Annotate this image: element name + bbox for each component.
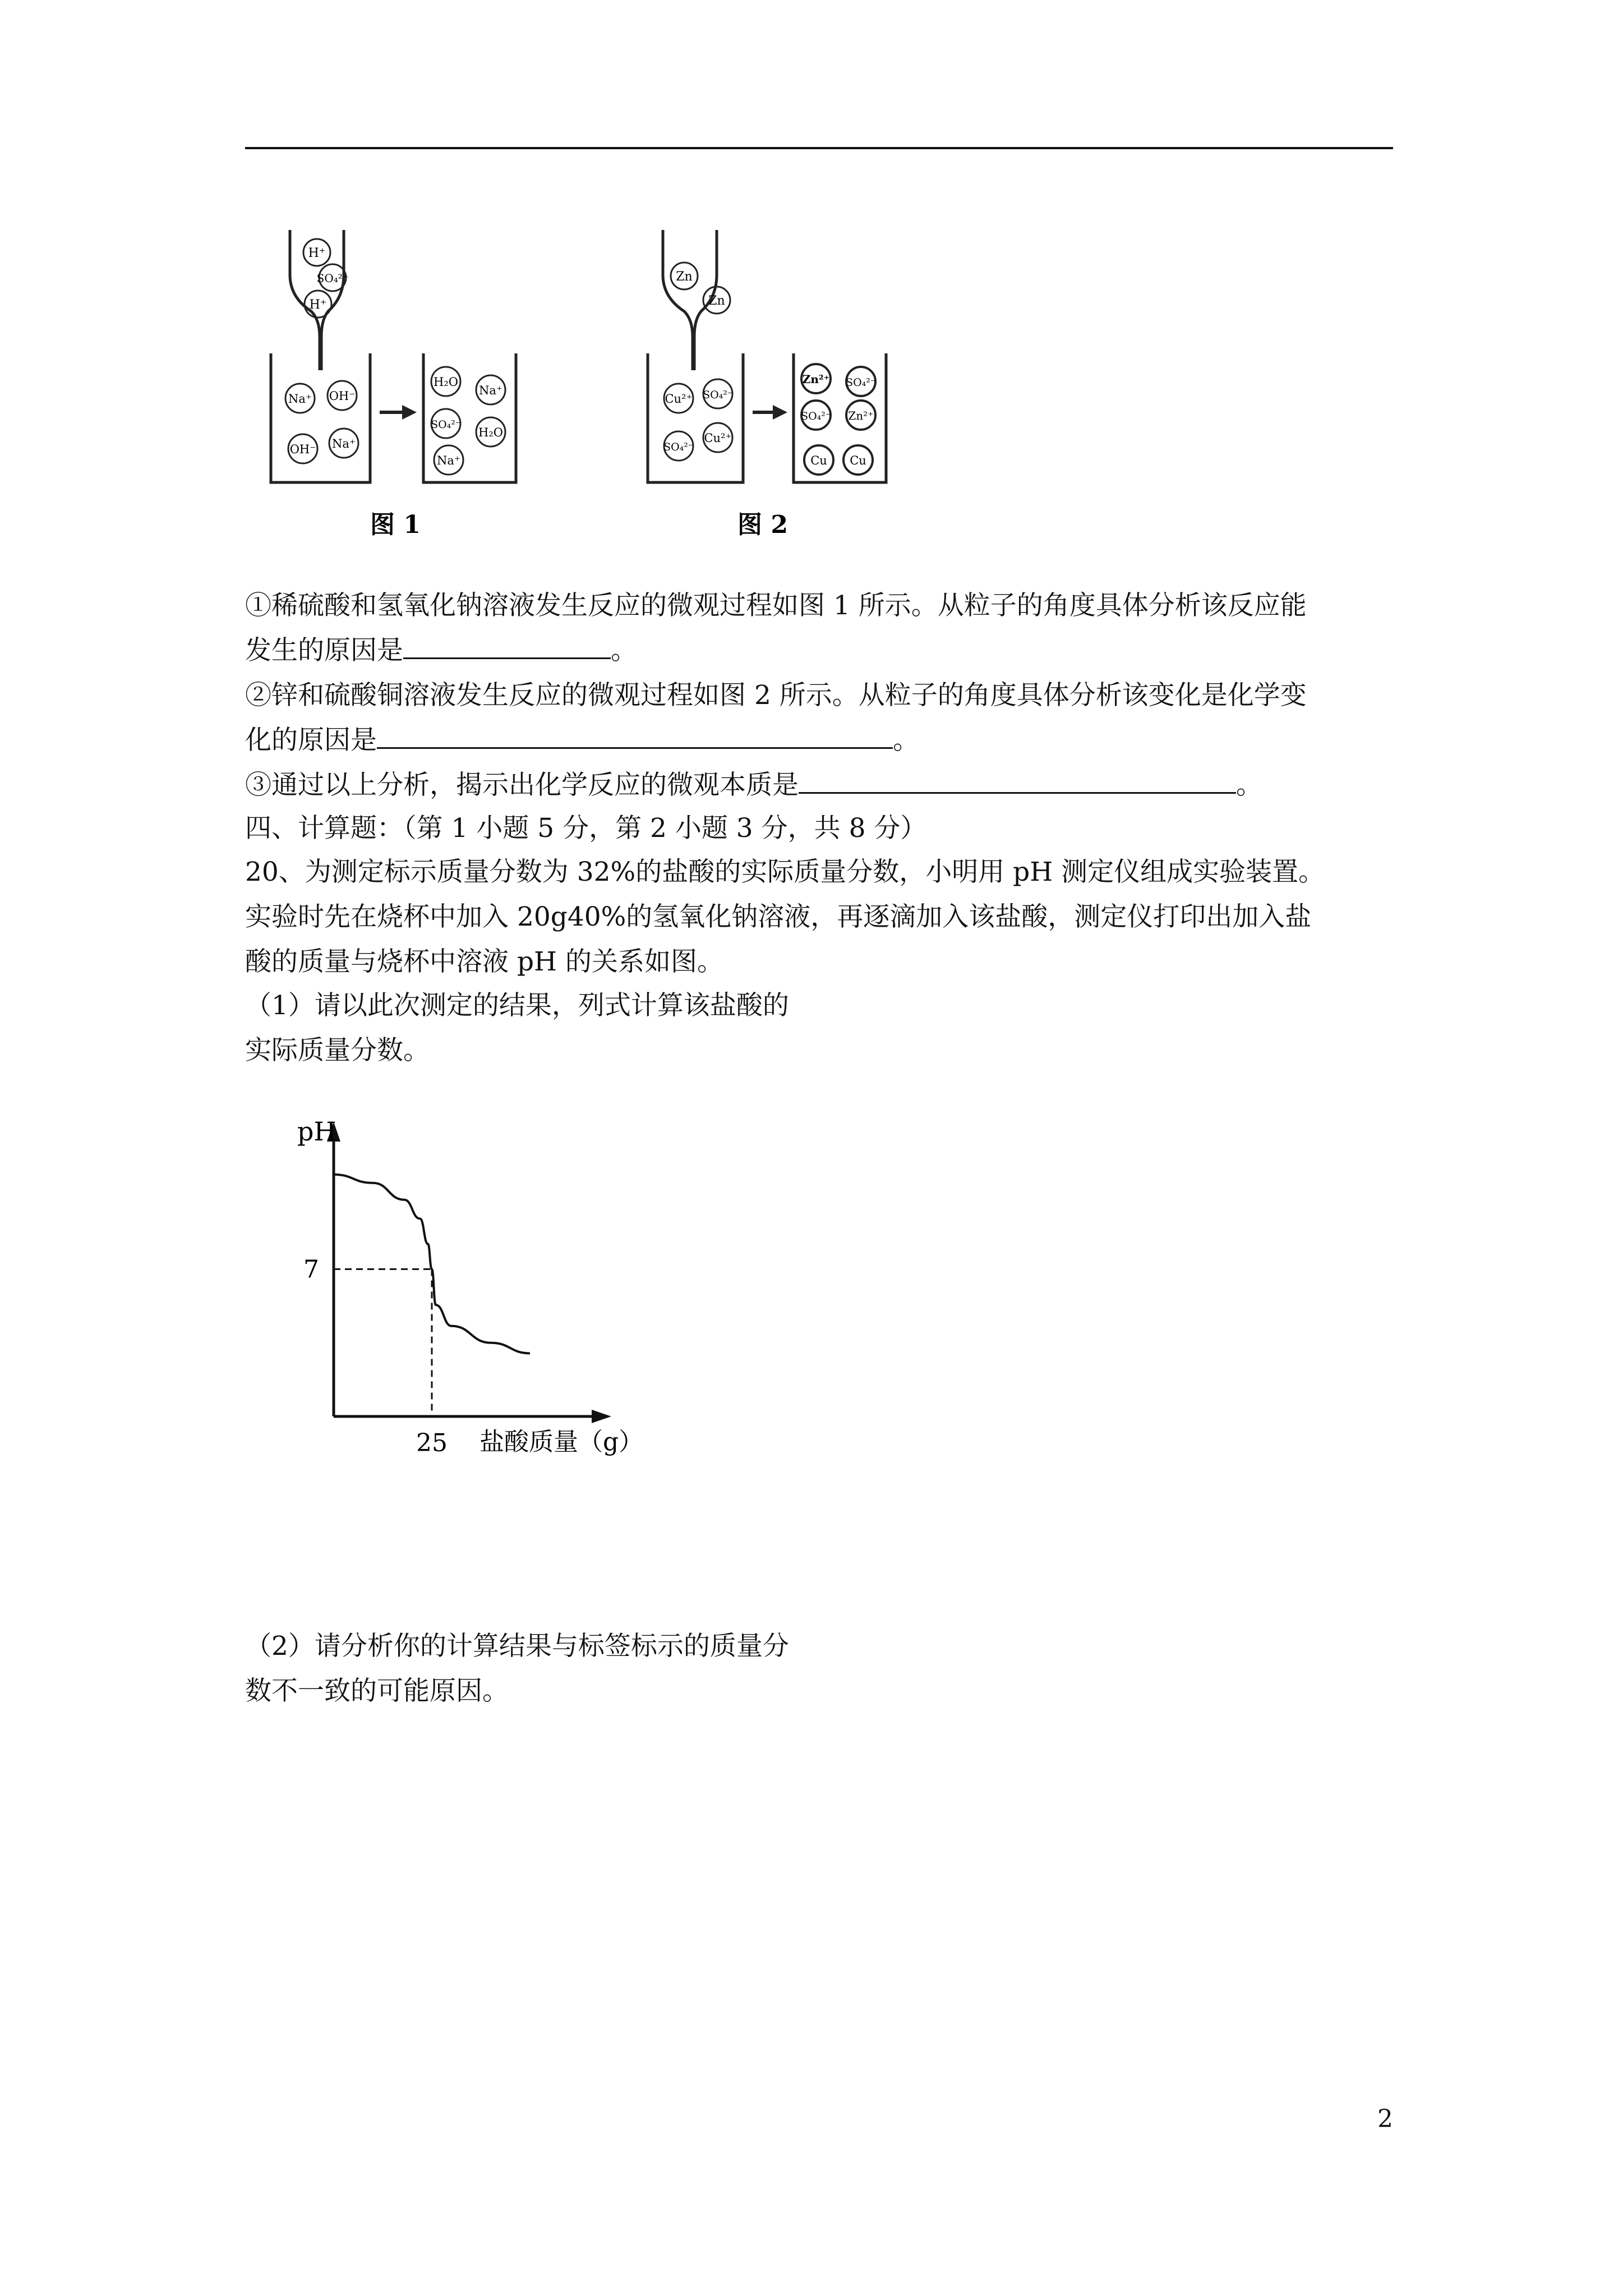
sub-question-2-line-1: （2）请分析你的计算结果与标签标示的质量分	[245, 1631, 789, 1662]
question-1-prompt: 发生的原因是	[245, 635, 403, 666]
problem-20-line-3: 酸的质量与烧杯中溶液 pH 的关系如图。	[245, 946, 723, 977]
atom-label: Cu	[850, 454, 866, 467]
ion-label: SO₄²⁻	[703, 389, 733, 401]
figure-2-zinc-copper-sulfate	[623, 213, 937, 555]
y-axis-label: pH	[297, 1116, 336, 1147]
ion-label: Na⁺	[479, 384, 502, 397]
sub-question-1-line-1: （1）请以此次测定的结果，列式计算该盐酸的	[245, 990, 789, 1021]
ion-label: SO₄²⁻	[316, 272, 349, 285]
ph-titration-chart	[269, 1114, 673, 1484]
chart-axes	[327, 1122, 611, 1423]
question-2-line-1	[245, 673, 1400, 718]
ion-label: SO₄²⁻	[846, 376, 876, 389]
reaction-arrow	[380, 405, 417, 420]
header-rule	[245, 147, 1393, 149]
x-tick-label-25: 25	[416, 1429, 448, 1457]
question-1-text: ①稀硫酸和氢氧化钠溶液发生反应的微观过程如图 1 所示。从粒子的角度具体分析该反应能	[245, 590, 1307, 621]
sub-question-2-line-2: 数不一致的可能原因。	[245, 1676, 509, 1706]
ion-label: Zn²⁺	[848, 409, 874, 422]
page-number: 2	[1377, 2105, 1393, 2133]
question-1-line-1	[245, 583, 1400, 628]
atom-label: Zn	[676, 270, 693, 284]
ion-label: OH⁻	[329, 389, 356, 403]
section-4-heading: 四、计算题：（第 1 小题 5 分，第 2 小题 3 分，共 8 分）	[245, 813, 927, 844]
answer-blank-2[interactable]	[377, 719, 893, 749]
answer-blank-1[interactable]	[403, 629, 611, 659]
figure-1-neutralization	[255, 213, 569, 555]
problem-20-line-1: 20、为测定标示质量分数为 32%的盐酸的实际质量分数，小明用 pH 测定仪组成实验装置。	[245, 857, 1325, 887]
y-tick-label-7: 7	[303, 1255, 319, 1284]
ion-label: SO₄²⁻	[663, 441, 694, 453]
sub-question-1-line-2: 实际质量分数。	[245, 1035, 430, 1066]
question-3-end: 。	[1236, 770, 1262, 800]
problem-20-line-2: 实验时先在烧杯中加入 20g40%的氢氧化钠溶液，再逐滴加入该盐酸，测定仪打印出加入盐	[245, 901, 1312, 932]
ion-label: Na⁺	[437, 454, 460, 467]
ion-label: SO₄²⁻	[801, 410, 831, 422]
x-axis-arrow	[592, 1410, 611, 1423]
figure-2-caption: 图 2	[737, 510, 788, 539]
answer-blank-3[interactable]	[799, 764, 1236, 794]
ion-label: SO₄²⁻	[431, 418, 461, 431]
atom-label: Zn	[708, 294, 725, 308]
question-3-line	[245, 763, 1400, 808]
ion-label: Cu²⁺	[704, 431, 732, 445]
question-2-line-2	[245, 718, 1400, 763]
question-2-end: 。	[893, 725, 919, 756]
ion-label: H⁺	[309, 298, 327, 312]
x-axis-label: 盐酸质量（g）	[479, 1428, 644, 1456]
question-2-prompt: 化的原因是	[245, 725, 377, 756]
ion-label: Cu²⁺	[665, 392, 693, 406]
ion-label: H⁺	[308, 246, 326, 260]
question-2-text: ②锌和硫酸铜溶液发生反应的微观过程如图 2 所示。从粒子的角度具体分析该变化是化学变	[245, 680, 1307, 711]
figure-1-caption: 图 1	[370, 510, 421, 539]
ion-label: H₂O	[478, 426, 503, 439]
ion-label: Zn²⁺	[802, 372, 830, 386]
question-1-line-2	[245, 628, 1400, 673]
ion-label: H₂O	[434, 375, 458, 389]
ion-label: OH⁻	[289, 443, 316, 456]
ion-label: Na⁺	[288, 392, 312, 406]
question-1-end: 。	[611, 635, 637, 666]
reaction-arrow	[753, 405, 787, 420]
ion-label: Na⁺	[332, 437, 356, 450]
question-3-prompt: ③通过以上分析，揭示出化学反应的微观本质是	[245, 770, 799, 800]
atom-label: Cu	[810, 454, 827, 467]
